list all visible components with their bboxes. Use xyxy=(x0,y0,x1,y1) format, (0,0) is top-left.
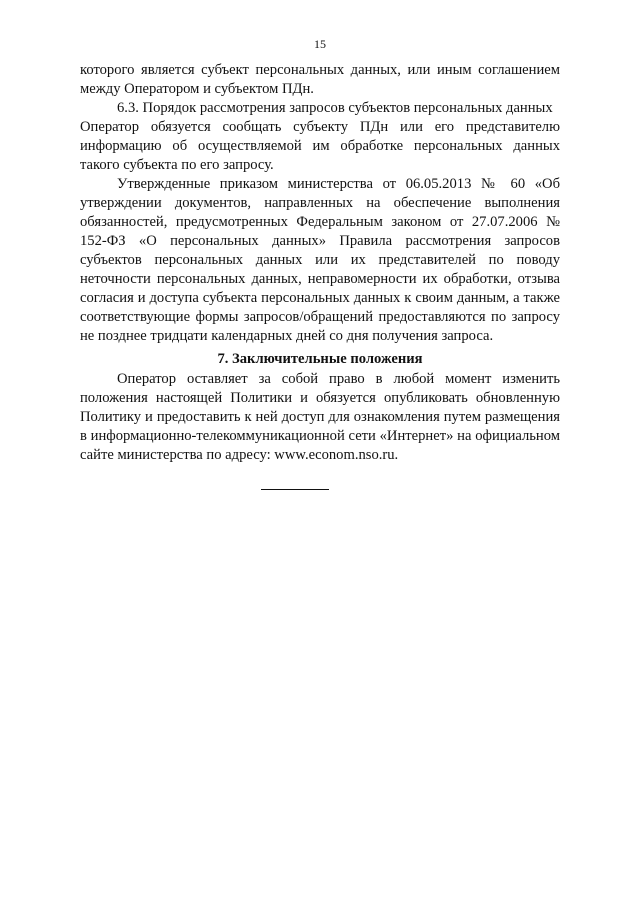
paragraph-final-provisions: Оператор оставляет за собой право в любой момент изменить положения настоящей Политики и обязуется опубликовать обновленную Политику и предоставить к ней доступ для ознакомления путем размещения в информационно-телекоммуникационной сети «Интернет» на официальном сайте министерства по адресу: www.econom.nso.ru. xyxy=(80,371,560,463)
section-title: 7. Заключительные положения xyxy=(217,351,423,367)
subsection-heading: 6.3. Порядок рассмотрения запросов субъектов персональных данных xyxy=(117,100,553,116)
end-divider xyxy=(261,489,329,490)
page-number: 15 xyxy=(314,37,326,51)
document-body xyxy=(80,61,560,465)
paragraph-approved-rules: Утвержденные приказом министерства от 06.05.2013 № 60 «Об утверждении документов, направленных на обеспечение выполнения обязанностей, предусмотренных Федеральным законом от 27.07.2006 № 152-ФЗ «О персональных данных» Правила рассмотрения запросов субъектов персональных данных или их представителей по поводу неточности персональных данных, неправомерности их обработки, отзыва согласия и доступа субъекта персональных данных к своим данным, а также соответствующие формы запросов/обращений предоставляются по запросу не позднее тридцати календарных дней со дня получения запроса. xyxy=(80,176,560,344)
paragraph-continuation: которого является субъект персональных данных, или иным соглашением между Оператором и субъектом ПДн. xyxy=(80,62,560,97)
paragraph-operator-obligation: Оператор обязуется сообщать субъекту ПДн или его представителю информацию об осуществляемой им обработке персональных данных такого субъекта по его запросу. xyxy=(80,119,560,173)
